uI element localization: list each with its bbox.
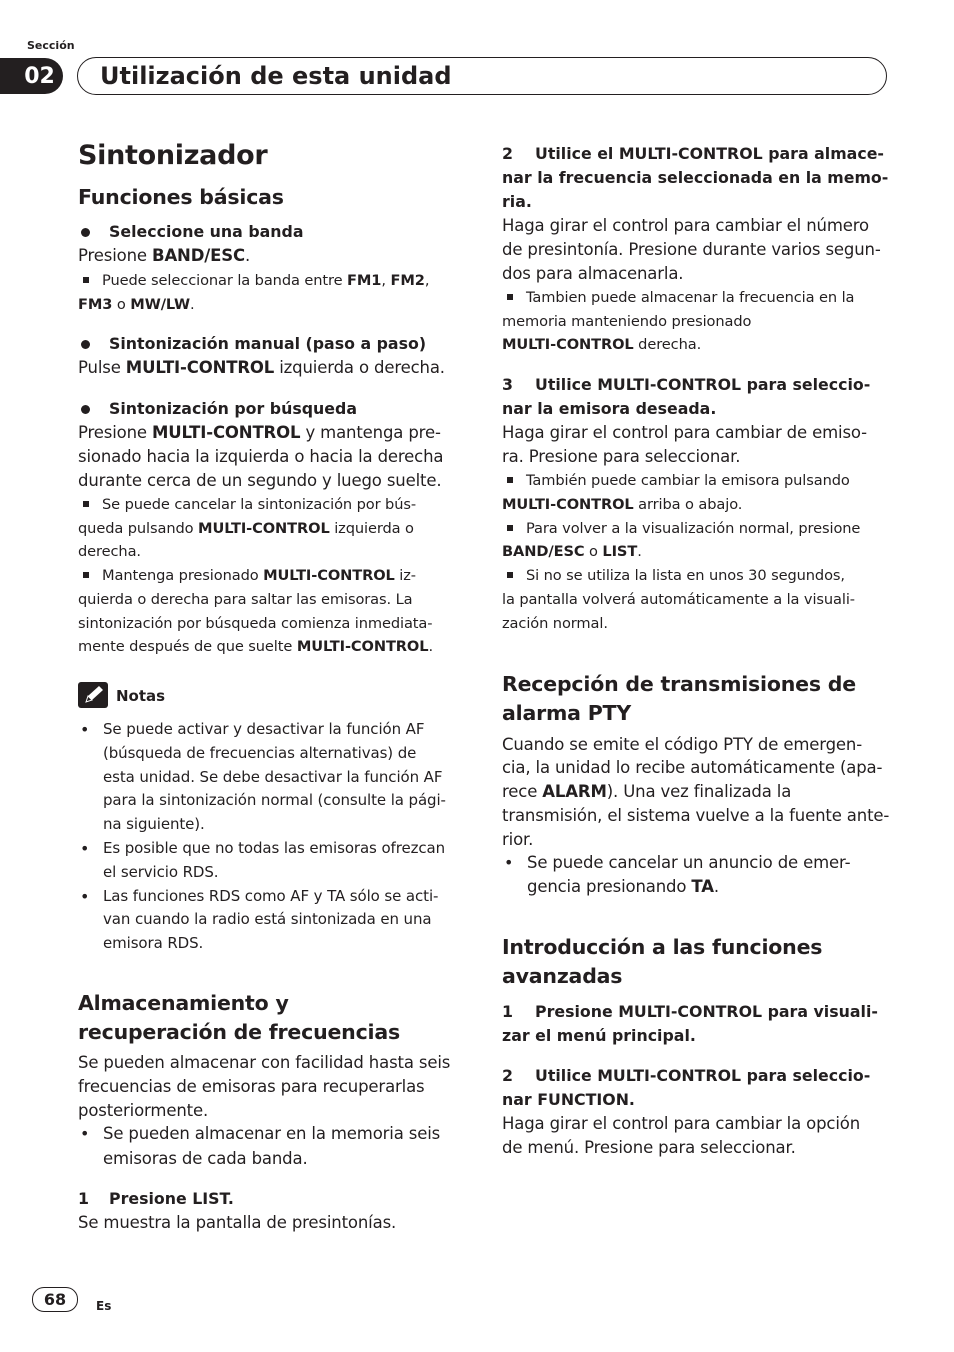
note-line: zación normal. [502, 615, 608, 632]
step-heading: Utilice MULTI-CONTROL para seleccio- [535, 375, 871, 394]
step-heading: Utilice MULTI-CONTROL para seleccio- [535, 1066, 871, 1085]
note-item-line: emisora RDS. [103, 934, 204, 953]
note-line: MULTI-CONTROL derecha. [502, 336, 702, 353]
bullet-icon [81, 228, 90, 237]
note-item-line: van cuando la radio está sintonizada en una [103, 910, 432, 929]
bullet-dot: • [80, 1124, 90, 1143]
square-bullet-icon [83, 572, 89, 578]
paragraph: de menú. Presione para seleccionar. [502, 1138, 796, 1157]
paragraph: cia, la unidad lo recibe automáticamente (apa- [502, 758, 883, 777]
section-label: Sección [27, 39, 75, 52]
paragraph: sionado hacia la izquierda o hacia la derecha [78, 447, 444, 466]
note-item-line: na siguiente). [103, 815, 205, 834]
note-line: derecha. [78, 543, 141, 560]
subheading-pty-line2: alarma PTY [502, 701, 631, 725]
step-heading: Utilice el MULTI-CONTROL para almace- [535, 144, 884, 163]
step-heading: zar el menú principal. [502, 1026, 696, 1045]
note-line: memoria manteniendo presionado [502, 313, 752, 330]
step-number: 2 [502, 144, 513, 163]
list-item: gencia presionando TA. [527, 877, 719, 896]
paragraph: Presione MULTI-CONTROL y mantenga pre- [78, 423, 441, 442]
note-line: FM3 o MW/LW. [78, 296, 195, 313]
step-heading: ria. [502, 192, 532, 211]
bullet-icon [81, 340, 90, 349]
notes-pencil-icon [78, 682, 108, 708]
step-heading: nar FUNCTION. [502, 1090, 635, 1109]
note-item-line: esta unidad. Se debe desactivar la función AF [103, 767, 443, 786]
square-bullet-icon [507, 294, 513, 300]
subheading-pty: Recepción de transmisiones de [502, 672, 856, 696]
note-line: quierda o derecha para saltar las emisoras. La [78, 591, 413, 608]
note-line: También puede cambiar la emisora pulsando [502, 469, 850, 493]
note-item-line: Se puede activar y desactivar la función AF [103, 720, 425, 738]
square-bullet-icon [507, 572, 513, 578]
paragraph: Se muestra la pantalla de presintonías. [78, 1213, 397, 1232]
bullet-icon [81, 405, 90, 414]
step-number: 1 [78, 1189, 89, 1208]
paragraph: Cuando se emite el código PTY de emergen- [502, 735, 863, 754]
step-heading: nar la emisora deseada. [502, 399, 717, 418]
section-heading-sintonizador: Sintonizador [78, 140, 268, 171]
paragraph: frecuencias de emisoras para recuperarlas [78, 1077, 425, 1096]
page-title: Utilización de esta unidad [100, 62, 452, 90]
note-item-line: Es posible que no todas las emisoras ofrezcan [103, 839, 445, 857]
paragraph: Presione BAND/ESC. [78, 246, 251, 265]
paragraph: Se pueden almacenar con facilidad hasta seis [78, 1053, 451, 1072]
square-bullet-icon [83, 277, 89, 283]
bullet-dot: • [80, 886, 90, 906]
item-heading-band: Seleccione una banda [109, 222, 304, 241]
note-line: MULTI-CONTROL arriba o abajo. [502, 496, 743, 513]
subheading-almacenamiento: Almacenamiento y [78, 991, 289, 1015]
note-line: Tambien puede almacenar la frecuencia en la [502, 286, 854, 310]
square-bullet-icon [507, 477, 513, 483]
list-item: Se puede cancelar un anuncio de emer- [527, 853, 851, 872]
note-line: queda pulsando MULTI-CONTROL izquierda o [78, 520, 414, 537]
step-number: 1 [502, 1002, 513, 1021]
note-item-line: el servicio RDS. [103, 862, 219, 881]
subheading-avanzadas-line2: avanzadas [502, 964, 623, 988]
subheading-almacenamiento-line2: recuperación de frecuencias [78, 1020, 400, 1044]
square-bullet-icon [507, 525, 513, 531]
step-heading: Presione MULTI-CONTROL para visuali- [535, 1002, 878, 1021]
bullet-dot: • [80, 720, 90, 739]
note-line: la pantalla volverá automáticamente a la visuali- [502, 591, 855, 608]
page-number: 68 [32, 1287, 78, 1312]
paragraph: Haga girar el control para cambiar la opción [502, 1114, 861, 1133]
paragraph: dos para almacenarla. [502, 264, 684, 283]
note-item-line: Las funciones RDS como AF y TA sólo se acti- [103, 886, 439, 905]
paragraph: Haga girar el control para cambiar de emiso- [502, 423, 867, 442]
note-line: Se puede cancelar la sintonización por bús- [78, 493, 416, 517]
paragraph: de presintonía. Presione durante varios segun- [502, 240, 881, 259]
list-item: emisoras de cada banda. [103, 1149, 308, 1168]
note-line: Puede seleccionar la banda entre FM1, FM2, [78, 269, 429, 293]
note-line: Para volver a la visualización normal, presione [502, 517, 860, 541]
square-bullet-icon [83, 501, 89, 507]
step-heading: Presione LIST. [109, 1189, 234, 1208]
note-line: BAND/ESC o LIST. [502, 543, 642, 560]
note-line: Mantenga presionado MULTI-CONTROL iz- [78, 564, 416, 588]
paragraph: Pulse MULTI-CONTROL izquierda o derecha. [78, 358, 445, 377]
list-item: Se pueden almacenar en la memoria seis [103, 1124, 441, 1143]
step-number: 3 [502, 375, 513, 394]
bullet-dot: • [80, 839, 90, 858]
paragraph: transmisión, el sistema vuelve a la fuente ante- [502, 806, 890, 825]
section-number-badge: 02 [0, 58, 63, 94]
note-line: sintonización por búsqueda comienza inmediata- [78, 615, 433, 632]
step-heading: nar la frecuencia seleccionada en la memo- [502, 168, 889, 187]
step-number: 2 [502, 1066, 513, 1085]
item-heading-search: Sintonización por búsqueda [109, 399, 357, 418]
note-item-line: para la sintonización normal (consulte la pági- [103, 791, 446, 810]
subheading-avanzadas: Introducción a las funciones [502, 935, 823, 959]
subheading-funciones-basicas: Funciones básicas [78, 185, 284, 209]
bullet-dot: • [504, 853, 514, 872]
note-item-line: (búsqueda de frecuencias alternativas) de [103, 743, 417, 762]
paragraph: durante cerca de un segundo y luego suelte. [78, 471, 442, 490]
notes-title: Notas [116, 687, 166, 705]
paragraph: Haga girar el control para cambiar el número [502, 216, 869, 235]
note-line: mente después de que suelte MULTI-CONTROL. [78, 638, 433, 655]
paragraph: rece ALARM). Una vez finalizada la [502, 782, 792, 801]
paragraph: rior. [502, 830, 534, 849]
paragraph: ra. Presione para seleccionar. [502, 447, 741, 466]
item-heading-manual: Sintonización manual (paso a paso) [109, 334, 427, 353]
note-line: Si no se utiliza la lista en unos 30 segundos, [502, 564, 845, 588]
paragraph: posteriormente. [78, 1101, 209, 1120]
language-code: Es [96, 1299, 112, 1313]
